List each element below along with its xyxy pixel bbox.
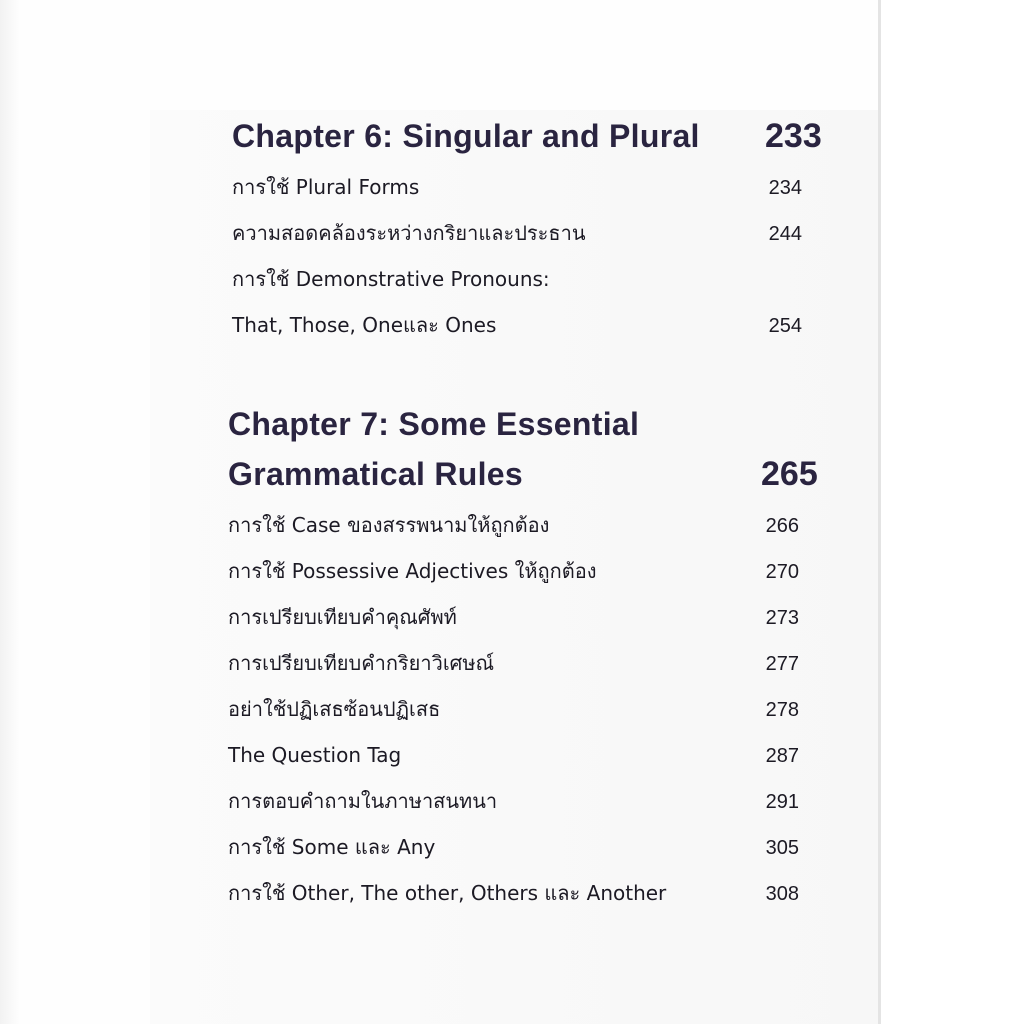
toc-entry: อย่าใช้ปฏิเสธซ้อนปฏิเสธ [228,697,441,721]
toc-entry: That, Those, Oneและ Ones [232,313,497,337]
toc-entry-page: 273 [765,607,799,629]
toc-entry-page: 278 [765,699,799,721]
toc-entry: การใช้ Demonstrative Pronouns: [232,267,550,291]
toc-entry: การเปรียบเทียบคำคุณศัพท์ [228,605,457,629]
chapter-7-title-line-2: Grammatical Rules [228,456,524,492]
chapter-6-title: Chapter 6: Singular and Plural [232,118,700,154]
chapter-6-page: 233 [765,117,822,155]
toc-entry: ความสอดคล้องระหว่างกริยาและประธาน [232,221,586,245]
toc-entry: การใช้ Plural Forms [232,175,420,199]
toc-entry: การใช้ Some และ Any [228,835,436,859]
toc-entry-page: 287 [765,745,799,767]
toc-entry-page: 234 [768,177,802,199]
toc-entry: The Question Tag [228,743,402,767]
chapter-7-title-line-1: Chapter 7: Some Essential [228,406,640,442]
right-margin [881,0,1024,1024]
toc-entry-page: 305 [765,837,799,859]
toc-entry: การใช้ Other, The other, Others และ Another [228,881,667,905]
toc-entry-page: 291 [765,791,799,813]
chapter-7-page: 265 [761,455,818,493]
toc-entry-page: 266 [765,515,799,537]
toc-entry-page: 277 [765,653,799,675]
toc-entry: การเปรียบเทียบคำกริยาวิเศษณ์ [228,651,495,675]
toc-entry-page: 244 [768,223,802,245]
toc-entry: การใช้ Case ของสรรพนามให้ถูกต้อง [228,513,550,537]
toc-entry: การตอบคำถามในภาษาสนทนา [228,789,498,813]
toc-entry-page: 270 [765,561,799,583]
toc-entry: การใช้ Possessive Adjectives ให้ถูกต้อง [228,559,597,583]
toc-entry-page: 308 [765,883,799,905]
toc-entry-page: 254 [768,315,802,337]
page-gutter-shadow [0,0,20,1024]
